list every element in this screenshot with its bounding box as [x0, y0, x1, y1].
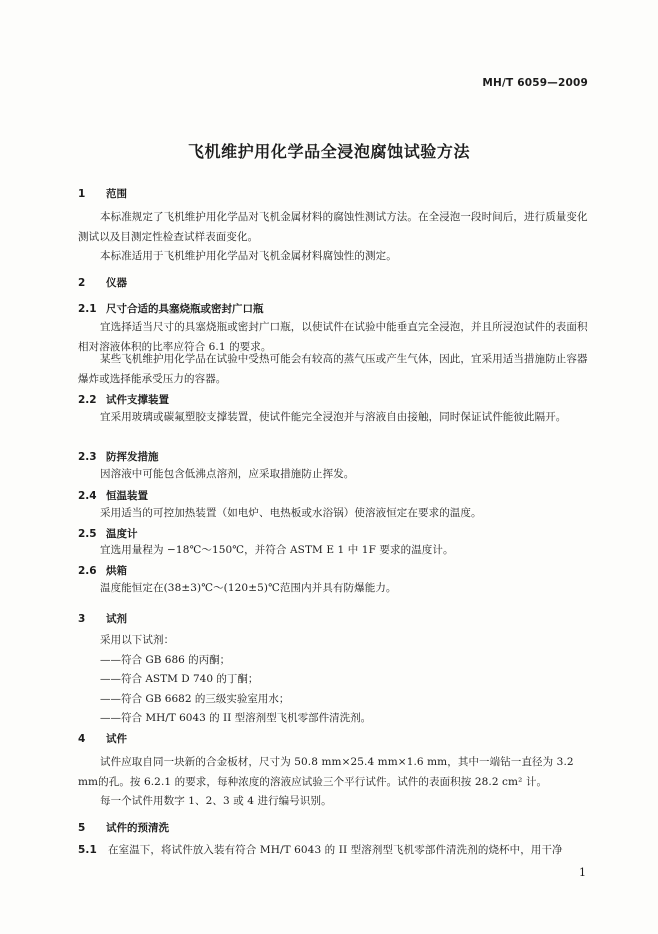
- section-title: 试件支撑装置: [106, 394, 169, 406]
- section-heading-3: [78, 611, 127, 626]
- section-heading-2-1: [78, 301, 264, 316]
- section-number: 1: [78, 188, 86, 200]
- section-number: 2.4: [78, 490, 97, 502]
- section-number: 5.1: [78, 844, 97, 856]
- section-title: 试剂: [106, 613, 127, 625]
- section-heading-2-6: [78, 563, 127, 578]
- paragraph: 本标准适用于飞机维护用化学品对飞机金属材料腐蚀性的测定。: [100, 250, 397, 262]
- section-title: 范围: [106, 188, 127, 200]
- standard-code: MH/T 6059—2009: [482, 77, 588, 89]
- section-number: 5: [78, 822, 86, 834]
- section-number: 2.1: [78, 303, 97, 315]
- paragraph: 每一个试件用数字 1、2、3 或 4 进行编号识别。: [100, 795, 332, 807]
- section-title: 防挥发措施: [106, 451, 159, 463]
- section-title: 温度计: [106, 528, 138, 540]
- paragraph: 采用适当的可控加热装置（如电炉、电热板或水浴锅）使溶液恒定在要求的温度。: [100, 507, 482, 519]
- section-number: 2.2: [78, 394, 97, 406]
- section-number: 2.6: [78, 565, 97, 577]
- paragraph-5-1: [78, 841, 594, 861]
- paragraph-text: 在室温下，将试件放入装有符合 MH/T 6043 的 II 型溶剂型飞机零部件清洗剂的烧杯中，用干净: [108, 844, 563, 856]
- paragraph: 本标准规定了飞机维护用化学品对飞机金属材料的腐蚀性测试方法。在全浸泡一段时间后，进行质量变化测试以及目测定性检查试样表面变化。: [78, 211, 588, 243]
- section-number: 2: [78, 277, 86, 289]
- section-title: 试件的预清洗: [106, 822, 169, 834]
- list-item: ——符合 GB 6682 的三级实验室用水；: [100, 693, 290, 705]
- section-heading-1: [78, 186, 127, 201]
- section-heading-2-5: [78, 526, 138, 541]
- section-title: 仪器: [106, 277, 127, 289]
- paragraph: 温度能恒定在(38±3)℃～(120±5)℃范围内并具有防爆能力。: [100, 582, 397, 594]
- section-title: 烘箱: [106, 565, 127, 577]
- paragraph: 因溶液中可能包含低沸点溶剂，应采取措施防止挥发。: [100, 468, 355, 480]
- section-heading-2-3: [78, 449, 159, 464]
- list-item: ——符合 ASTM D 740 的丁酮；: [100, 673, 259, 685]
- section-number: 4: [78, 733, 86, 745]
- paragraph: 宜选用量程为 −18℃～150℃，并符合 ASTM E 1 中 1F 要求的温度计。: [100, 544, 454, 556]
- section-title: 恒温装置: [106, 490, 148, 502]
- paragraph: 宜选择适当尺寸的具塞烧瓶或密封广口瓶，以使试件在试验中能垂直完全浸泡，并且所浸泡试件的表面积相对溶液体积的比率应符合 6.1 的要求。: [78, 321, 588, 353]
- page-number: 1: [579, 866, 586, 879]
- section-number: 2.5: [78, 528, 97, 540]
- document-title: 飞机维护用化学品全浸泡腐蚀试验方法: [187, 142, 471, 161]
- section-number: 3: [78, 613, 86, 625]
- section-heading-2: [78, 275, 127, 290]
- section-heading-2-4: [78, 488, 148, 503]
- section-heading-2-2: [78, 392, 169, 407]
- section-title: 尺寸合适的具塞烧瓶或密封广口瓶: [106, 303, 264, 315]
- list-item: ——符合 MH/T 6043 的 II 型溶剂型飞机零部件清洗剂。: [100, 712, 372, 724]
- section-title: 试件: [106, 733, 127, 745]
- paragraph: 某些飞机维护用化学品在试验中受热可能会有较高的蒸气压或产生气体，因此，宜采用适当措施防止容器爆炸或选择能承受压力的容器。: [78, 353, 588, 385]
- list-item: ——符合 GB 686 的丙酮；: [100, 654, 231, 666]
- section-heading-5: [78, 820, 169, 835]
- section-heading-4: [78, 731, 127, 746]
- section-number: 2.3: [78, 451, 97, 463]
- paragraph: 采用以下试剂：: [100, 634, 175, 646]
- paragraph: 试件应取自同一块新的合金板材，尺寸为 50.8 mm×25.4 mm×1.6 mm，其中一端钻一直径为 3.2 mm的孔。按 6.2.1 的要求，每种浓度的溶液应试验三个平行试件。试件的表面积按 28.2 cm² 计。: [78, 756, 574, 788]
- paragraph: 宜采用玻璃或碳氟塑胶支撑装置，使试件能完全浸泡并与溶液自由接触，同时保证试件能彼此隔开。: [100, 411, 567, 423]
